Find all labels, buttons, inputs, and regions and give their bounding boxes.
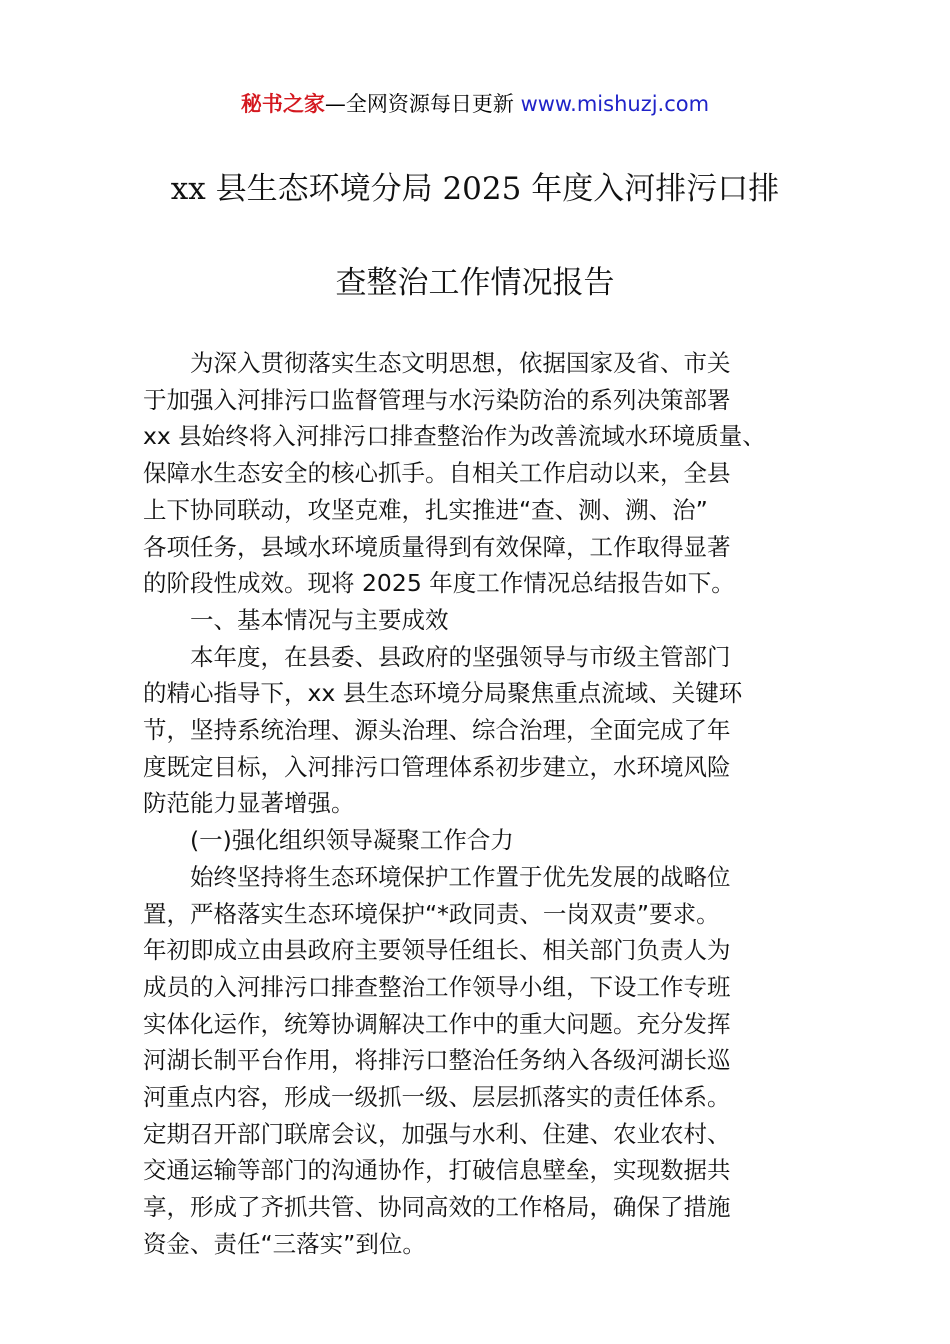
subsection-heading: (一)强化组织领导凝聚工作合力 <box>190 826 514 855</box>
body-line: 始终坚持将生态环境保护工作置于优先发展的战略位 <box>190 862 731 891</box>
body-line: 上下协同联动，攻坚克难，扎实推进“查、测、溯、治” <box>143 495 708 524</box>
body-line: 本年度，在县委、县政府的坚强领导与市级主管部门 <box>190 642 731 671</box>
site-url-link[interactable]: www.mishuzj.com <box>520 92 710 116</box>
body-line: 定期召开部门联席会议，加强与水利、住建、农业农村、 <box>143 1119 731 1148</box>
body-line: 防范能力显著增强。 <box>143 789 355 818</box>
body-line: 年初即成立由县政府主要领导任组长、相关部门负责人为 <box>143 936 731 965</box>
body-line: 资金、责任“三落实”到位。 <box>143 1229 426 1258</box>
body-line: xx 县始终将入河排污口排查整治作为改善流域水环境质量、 <box>143 422 766 451</box>
body-line: 的精心指导下，xx 县生态环境分局聚焦重点流域、关键环 <box>143 679 743 708</box>
body-line: 度既定目标，入河排污口管理体系初步建立，水环境风险 <box>143 752 731 781</box>
document-title-line-2: 查整治工作情况报告 <box>335 265 615 301</box>
body-line: 交通运输等部门的沟通协作，打破信息壁垒，实现数据共 <box>143 1156 731 1185</box>
body-line: 的阶段性成效。现将 2025 年度工作情况总结报告如下。 <box>143 569 735 598</box>
document-body <box>143 345 808 1263</box>
body-line: 各项任务，县域水环境质量得到有效保障，工作取得显著 <box>143 532 731 561</box>
body-line: 节，坚持系统治理、源头治理、综合治理，全面完成了年 <box>143 716 731 745</box>
body-line: 保障水生态安全的核心抓手。自相关工作启动以来，全县 <box>143 459 731 488</box>
body-line: 成员的入河排污口排查整治工作领导小组，下设工作专班 <box>143 972 731 1001</box>
body-line: 河重点内容，形成一级抓一级、层层抓落实的责任体系。 <box>143 1083 731 1112</box>
body-line: 置，严格落实生态环境保护“*政同责、一岗双责”要求。 <box>143 899 720 928</box>
site-brand: 秘书之家 <box>240 92 325 116</box>
body-line: 享，形成了齐抓共管、协同高效的工作格局，确保了措施 <box>143 1193 731 1222</box>
body-line: 实体化运作，统筹协调解决工作中的重大问题。充分发挥 <box>143 1009 731 1038</box>
site-tagline: —全网资源每日更新 <box>324 92 521 116</box>
site-header <box>0 88 950 120</box>
body-line: 于加强入河排污口监督管理与水污染防治的系列决策部署 <box>143 385 731 414</box>
document-title-line-1: xx 县生态环境分局 2025 年度入河排污口排 <box>170 171 780 207</box>
section-heading: 一、基本情况与主要成效 <box>190 605 449 634</box>
body-line: 河湖长制平台作用，将排污口整治任务纳入各级河湖长巡 <box>143 1046 731 1075</box>
body-line: 为深入贯彻落实生态文明思想，依据国家及省、市关 <box>190 349 731 377</box>
